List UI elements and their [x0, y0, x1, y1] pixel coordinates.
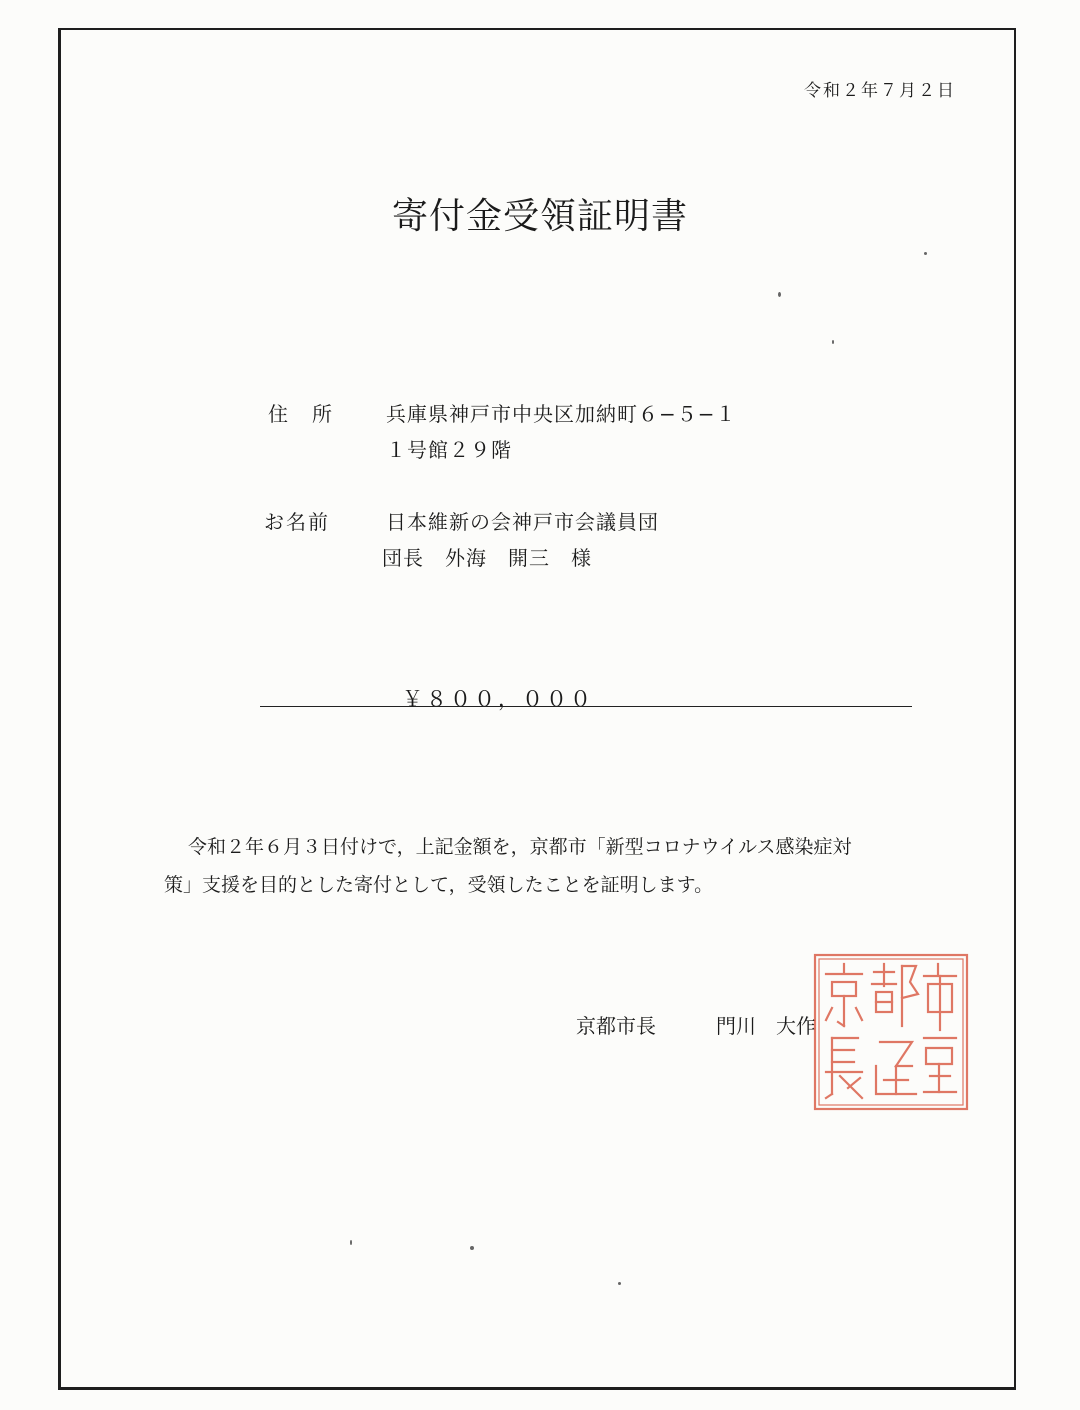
scan-speck	[350, 1240, 352, 1245]
name-line-1: 日本維新の会神戸市会議員団	[386, 510, 659, 534]
address-label: 住 所	[268, 402, 334, 426]
signer-title: 京都市長	[576, 1014, 656, 1038]
donation-amount: ￥８００，０００	[402, 687, 594, 711]
signer-name: 門川 大作	[716, 1014, 816, 1038]
scan-speck	[832, 340, 834, 344]
issue-date: 令和２年７月２日	[804, 81, 956, 101]
address-line-1: 兵庫県神戸市中央区加納町６−５−１	[386, 402, 737, 426]
statement-line-2: 策」支援を目的とした寄付として，受領したことを証明します。	[164, 874, 714, 896]
scan-speck	[470, 1246, 474, 1250]
document-title: 寄付金受領証明書	[391, 196, 688, 237]
name-label: お名前	[264, 510, 330, 534]
scan-speck	[778, 292, 781, 297]
name-line-2: 団長 外海 開三 様	[382, 546, 592, 570]
official-seal-icon	[812, 952, 970, 1112]
amount-underline	[260, 706, 912, 707]
scan-speck	[618, 1282, 621, 1285]
statement-line-1: 令和２年６月３日付けで，上記金額を，京都市「新型コロナウイルス感染症対	[188, 836, 852, 858]
address-line-2: １号館２９階	[386, 438, 512, 462]
scan-speck	[924, 252, 927, 255]
certification-statement	[164, 828, 964, 904]
